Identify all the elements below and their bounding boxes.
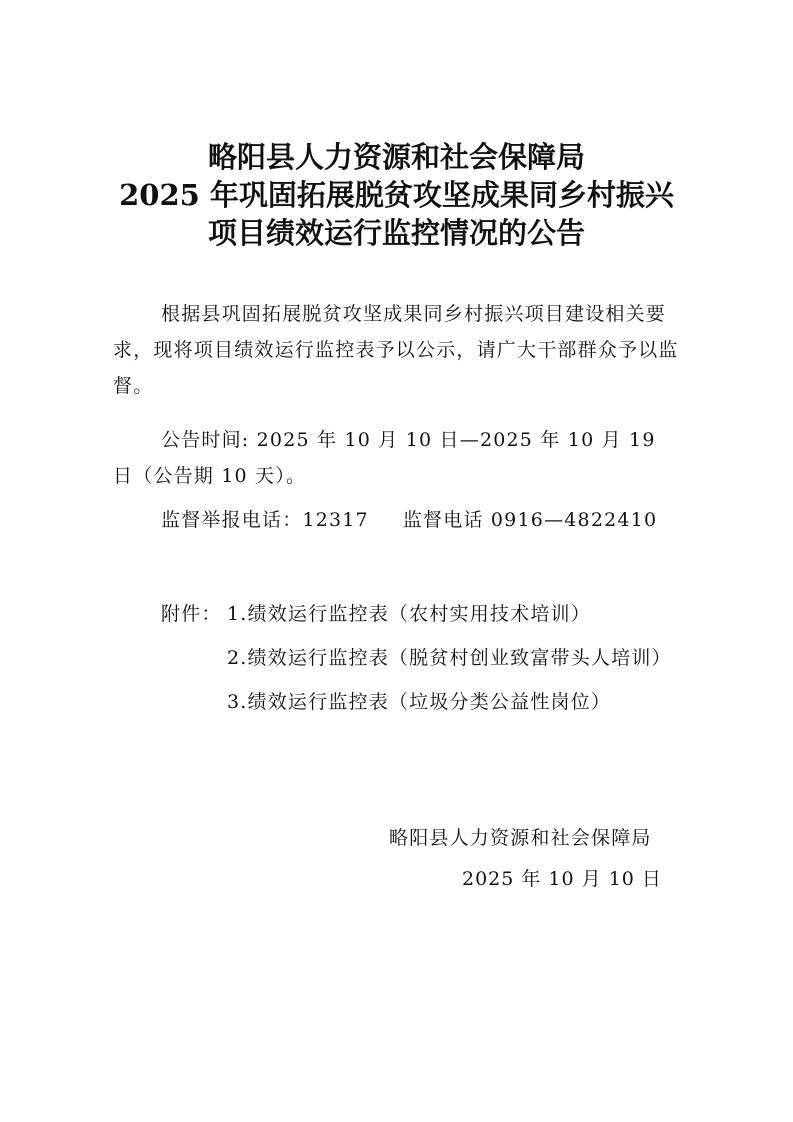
attachment-item-3: 3.绩效运行监控表（垃圾分类公益性岗位） xyxy=(227,691,612,713)
attachment-item-2: 2.绩效运行监控表（脱贫村创业致富带头人培训） xyxy=(227,647,672,669)
document-title xyxy=(0,138,793,252)
phone-line xyxy=(161,505,657,535)
attachment-item xyxy=(161,592,672,636)
attachment-item xyxy=(161,636,672,680)
attachments-list xyxy=(161,592,672,724)
attachment-item xyxy=(161,680,672,724)
title-line-1: 略阳县人力资源和社会保障局 xyxy=(207,140,585,174)
report-phone: 监督举报电话：12317 xyxy=(161,509,369,531)
attachment-item-1: 1.绩效运行监控表（农村实用技术培训） xyxy=(227,603,591,625)
title-line-3: 项目绩效运行监控情况的公告 xyxy=(207,216,585,250)
title-line-2: 2025 年巩固拓展脱贫攻坚成果同乡村振兴 xyxy=(119,178,674,212)
main-paragraph: 根据县巩固拓展脱贫攻坚成果同乡村振兴项目建设相关要求，现将项目绩效运行监控表予以公示，请广大干部群众予以监督。 xyxy=(113,303,679,397)
notice-period-paragraph: 公告时间: 2025 年 10 月 10 日—2025 年 10 月 19 日（公告期 10 天）。 xyxy=(113,429,656,487)
supervision-phone: 监督电话 0916—4822410 xyxy=(402,509,658,531)
signature-date: 2025 年 10 月 10 日 xyxy=(462,868,662,890)
signature-organization: 略阳县人力资源和社会保障局 xyxy=(389,827,652,849)
attachments-label: 附件： xyxy=(161,603,222,625)
